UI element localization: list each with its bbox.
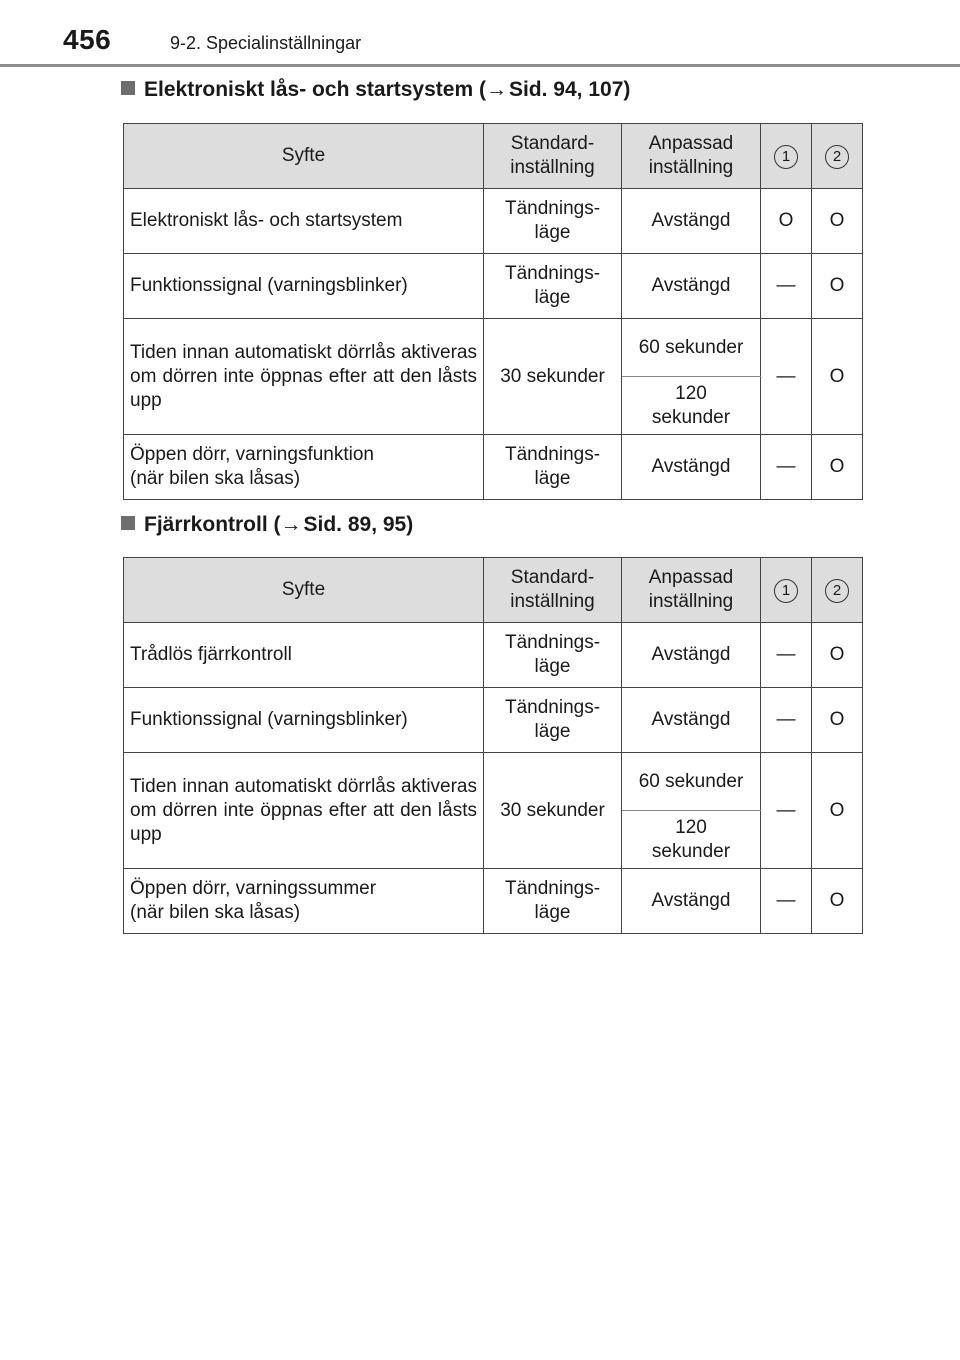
cell-custom-option: 60 sekunder [622, 319, 761, 377]
cell-mark-2: O [812, 688, 863, 753]
square-bullet-icon [121, 516, 135, 530]
cell-custom: Avstängd [622, 254, 761, 319]
section-title: Fjärrkontroll ( [144, 513, 281, 536]
table-header-row [124, 124, 863, 189]
cell-custom: Avstängd [622, 435, 761, 500]
cell-custom: Avstängd [622, 869, 761, 934]
header-divider [0, 64, 960, 67]
col-header-custom: Anpassad inställning [622, 124, 761, 189]
cell-mark-2: O [812, 319, 863, 435]
chapter-title: 9-2. Specialinställningar [170, 33, 362, 53]
arrow-right-icon: → [280, 513, 302, 536]
cell-purpose: Trådlös fjärrkontroll [124, 623, 484, 688]
table-row [124, 688, 863, 753]
col-header-custom: Anpassad inställning [622, 558, 761, 623]
cell-custom: Avstängd [622, 623, 761, 688]
cell-mark-2: O [812, 189, 863, 254]
cell-purpose: Funktionssignal (varningsblinker) [124, 254, 484, 319]
col-header-1 [761, 124, 812, 189]
cell-custom: Avstängd [622, 189, 761, 254]
table-row [124, 319, 863, 377]
table-row [124, 435, 863, 500]
square-bullet-icon [121, 81, 135, 95]
col-header-purpose: Syfte [124, 558, 484, 623]
col-header-default: Standard- inställning [484, 124, 622, 189]
table-row [124, 869, 863, 934]
cell-default: Tändnings- läge [484, 623, 622, 688]
page-number: 456 [63, 24, 112, 55]
cell-mark-2: O [812, 623, 863, 688]
section-page-ref: Sid. 94, 107) [508, 78, 631, 101]
cell-default: Tändnings- läge [484, 869, 622, 934]
cell-purpose: Öppen dörr, varningssummer (när bilen ska låsas) [124, 869, 484, 934]
cell-mark-1: — [761, 688, 812, 753]
cell-mark-1: — [761, 254, 812, 319]
table-row [124, 753, 863, 811]
cell-mark-1: — [761, 753, 812, 869]
cell-mark-2: O [812, 753, 863, 869]
circled-number-1-icon: 1 [774, 579, 798, 603]
cell-mark-1: — [761, 319, 812, 435]
table-row [124, 254, 863, 319]
circled-number-2-icon: 2 [825, 579, 849, 603]
settings-table-electronic-lock [123, 123, 863, 500]
col-header-purpose: Syfte [124, 124, 484, 189]
col-header-2 [812, 124, 863, 189]
cell-purpose: Öppen dörr, varningsfunktion (när bilen ska låsas) [124, 435, 484, 500]
col-header-1 [761, 558, 812, 623]
section-heading-remote-control [121, 513, 413, 537]
cell-mark-2: O [812, 869, 863, 934]
cell-custom-option: 120 sekunder [622, 811, 761, 869]
cell-default: Tändnings- läge [484, 189, 622, 254]
cell-mark-2: O [812, 435, 863, 500]
cell-mark-1: — [761, 869, 812, 934]
col-header-default: Standard- inställning [484, 558, 622, 623]
circled-number-2-icon: 2 [825, 145, 849, 169]
table-row [124, 623, 863, 688]
cell-purpose: Elektroniskt lås- och startsystem [124, 189, 484, 254]
table-row [124, 189, 863, 254]
settings-table-remote-control [123, 557, 863, 934]
section-heading-electronic-lock [121, 78, 630, 102]
cell-purpose: Funktionssignal (varningsblinker) [124, 688, 484, 753]
page-header [0, 0, 960, 72]
cell-default: 30 sekunder [484, 753, 622, 869]
circled-number-1-icon: 1 [774, 145, 798, 169]
cell-default: Tändnings- läge [484, 435, 622, 500]
cell-custom-option: 60 sekunder [622, 753, 761, 811]
cell-purpose: Tiden innan automatiskt dörrlås aktiveras om dörren inte öppnas efter att den låsts upp [124, 753, 484, 869]
cell-default: 30 sekunder [484, 319, 622, 435]
table-header-row [124, 558, 863, 623]
cell-custom: Avstängd [622, 688, 761, 753]
cell-mark-1: — [761, 435, 812, 500]
cell-mark-2: O [812, 254, 863, 319]
arrow-right-icon: → [485, 78, 507, 101]
section-title: Elektroniskt lås- och startsystem ( [144, 78, 486, 101]
cell-default: Tändnings- läge [484, 688, 622, 753]
cell-purpose: Tiden innan automatiskt dörrlås aktiveras om dörren inte öppnas efter att den låsts upp [124, 319, 484, 435]
col-header-2 [812, 558, 863, 623]
cell-default: Tändnings- läge [484, 254, 622, 319]
cell-mark-1: — [761, 623, 812, 688]
section-page-ref: Sid. 89, 95) [303, 513, 414, 536]
cell-mark-1: O [761, 189, 812, 254]
cell-custom-option: 120 sekunder [622, 377, 761, 435]
